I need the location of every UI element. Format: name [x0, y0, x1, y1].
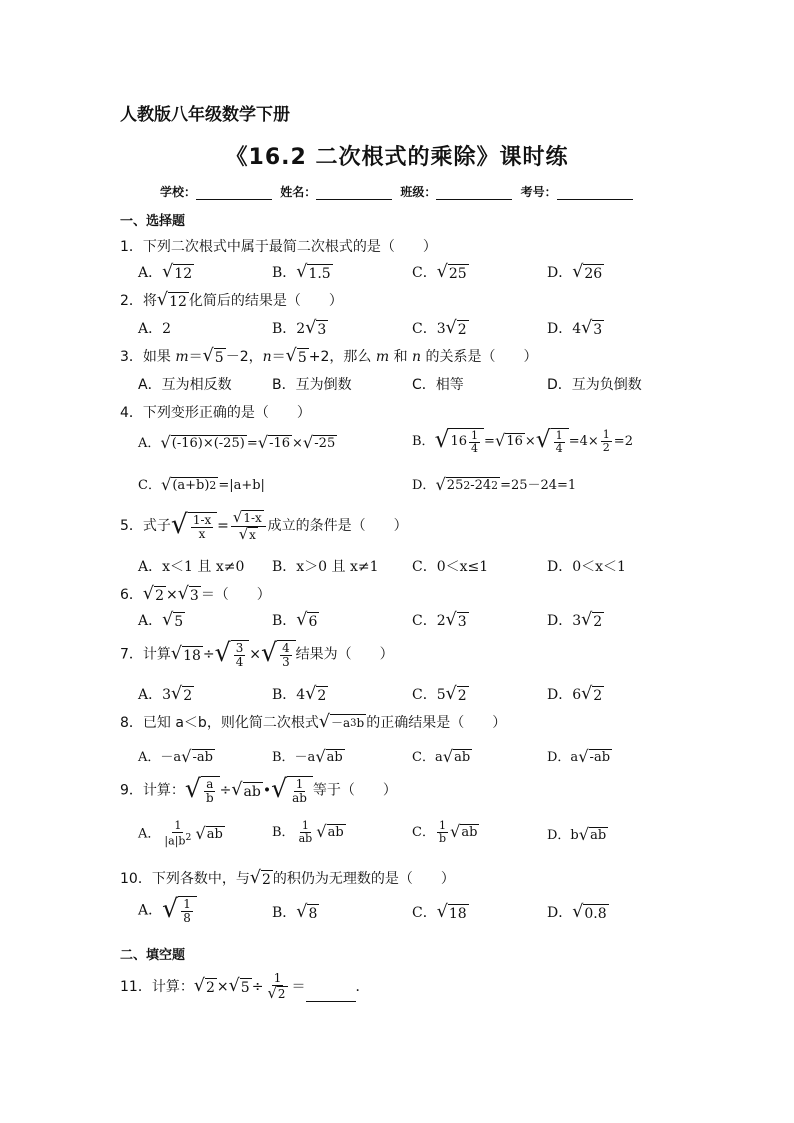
q2-option-a[interactable]: A．2 — [138, 321, 172, 337]
q6-option-b[interactable]: B． √ 6 — [272, 609, 318, 630]
question-7-stem: 7．计算 √ 18 ÷ √ $\frac{3}{4}$ × √ $\frac{4}{3}$ 结果为（ ） — [120, 638, 394, 670]
q8-option-d[interactable]: D．a √ -ab — [547, 747, 611, 767]
q4-option-a[interactable]: A． √ (-16)×(-25) = √ -16 × √ -25 — [138, 433, 336, 453]
q3-option-b[interactable]: B．互为倒数 — [272, 377, 352, 393]
q1-option-b[interactable]: B． √ 1.5 — [272, 261, 331, 282]
q9-option-b[interactable]: B． $\frac{1}{ab}$ √ ab — [272, 819, 344, 846]
school-blank[interactable] — [196, 187, 272, 200]
q11-answer-blank[interactable] — [306, 987, 356, 1002]
exam-no-label: 考号： — [520, 185, 557, 199]
class-blank[interactable] — [436, 187, 512, 200]
question-4-stem: 4．下列变形正确的是（ ） — [120, 405, 311, 421]
q3-option-c[interactable]: C．相等 — [412, 377, 464, 393]
q3-option-a[interactable]: A．互为相反数 — [138, 377, 232, 393]
question-8-stem: 8．已知 a＜b，则化简二次根式 √ －a 3 b 的正确结果是（ ） — [120, 712, 507, 733]
q9-option-a[interactable]: A． $\frac{1}{|a|b^2}$ √ ab — [138, 819, 223, 848]
q10-option-a[interactable]: A． √ $\frac{1}{8}$ — [138, 896, 197, 925]
q5-option-b[interactable]: B．x＞0 且 x≠1 — [272, 559, 379, 575]
q2-option-c[interactable]: C．3 √ 2 — [412, 317, 467, 338]
q10-option-c[interactable]: C． √ 18 — [412, 901, 467, 922]
q6-option-c[interactable]: C．2 √ 3 — [412, 609, 467, 630]
question-6-stem: 6． √ 2 × √ 3 ＝（ ） — [120, 583, 271, 604]
q10-option-d[interactable]: D． √ 0.8 — [547, 901, 607, 922]
q8-option-b[interactable]: B．－a √ ab — [272, 747, 343, 767]
q7-option-a[interactable]: A．3 √ 2 — [138, 683, 193, 704]
exam-no-blank[interactable] — [557, 187, 633, 200]
name-blank[interactable] — [316, 187, 392, 200]
question-9-stem: 9．计算： √ $\frac{a}{b}$ ÷ √ ab • √ $\frac{1}{ab}$ 等于（ ） — [120, 774, 397, 806]
q4-option-c[interactable]: C． √ (a+b) 2 =|a+b| — [138, 475, 265, 495]
q7-option-d[interactable]: D．6 √ 2 — [547, 683, 603, 704]
section-fill: 二、填空题 — [120, 948, 186, 963]
q5-option-a[interactable]: A．x＜1 且 x≠0 — [138, 559, 245, 575]
q7-option-c[interactable]: C．5 √ 2 — [412, 683, 467, 704]
question-10-stem: 10．下列各数中，与 √ 2 的积仍为无理数的是（ ） — [120, 867, 455, 888]
q4-option-d[interactable]: D． √ 25 2 -24 2 =25－24=1 — [412, 475, 577, 495]
class-label: 班级： — [400, 185, 437, 199]
q9-option-d[interactable]: D．b √ ab — [547, 825, 607, 845]
q8-option-a[interactable]: A．－a √ -ab — [138, 747, 213, 767]
student-info-row — [160, 183, 637, 200]
question-3-stem: 3．如果 m＝ √ 5 －2，n＝ √ 5 +2，那么 m 和 n 的关系是（ ） — [120, 345, 538, 366]
q8-option-c[interactable]: C．a √ ab — [412, 747, 471, 767]
q10-option-b[interactable]: B． √ 8 — [272, 901, 318, 922]
q5-option-c[interactable]: C．0＜x≤1 — [412, 559, 489, 575]
q7-option-b[interactable]: B．4 √ 2 — [272, 683, 327, 704]
question-5-stem: 5．式子 √ $\frac{1-x}{x}$ = √ 1-x √ x 成立的条件是（ ） — [120, 508, 408, 543]
q5-option-d[interactable]: D．0＜x＜1 — [547, 559, 626, 575]
q1-option-c[interactable]: C． √ 25 — [412, 261, 467, 282]
question-1-stem: 1．下列二次根式中属于最简二次根式的是（ ） — [120, 239, 437, 255]
q9-option-c[interactable]: C． $\frac{1}{b}$ √ ab — [412, 819, 478, 846]
page-title: 《16.2 二次根式的乘除》课时练 — [225, 145, 569, 170]
section-choice: 一、选择题 — [120, 214, 186, 229]
q4-option-b[interactable]: B． √ 16 $\frac{1}{4}$ = √ 16 × √ $\frac{1}{4}$ =4× $\frac{1}{2}$ =2 — [412, 425, 633, 456]
q6-option-d[interactable]: D．3 √ 2 — [547, 609, 603, 630]
name-label: 姓名： — [280, 185, 317, 199]
q6-option-a[interactable]: A． √ 5 — [138, 609, 184, 630]
q2-option-d[interactable]: D．4 √ 3 — [547, 317, 603, 338]
school-label: 学校： — [160, 185, 197, 199]
question-11-stem: 11．计算： √ 2 × √ 5 ÷ 1 √ 2 ＝ ． — [120, 971, 370, 1003]
q3-option-d[interactable]: D．互为负倒数 — [547, 377, 642, 393]
q2-option-b[interactable]: B．2 √ 3 — [272, 317, 327, 338]
q1-option-a[interactable]: A． √ 12 — [138, 261, 193, 282]
series-title: 人教版八年级数学下册 — [120, 105, 290, 125]
question-2-stem: 2．将 √ 12 化简后的结果是（ ） — [120, 289, 343, 310]
q1-option-d[interactable]: D． √ 26 — [547, 261, 603, 282]
